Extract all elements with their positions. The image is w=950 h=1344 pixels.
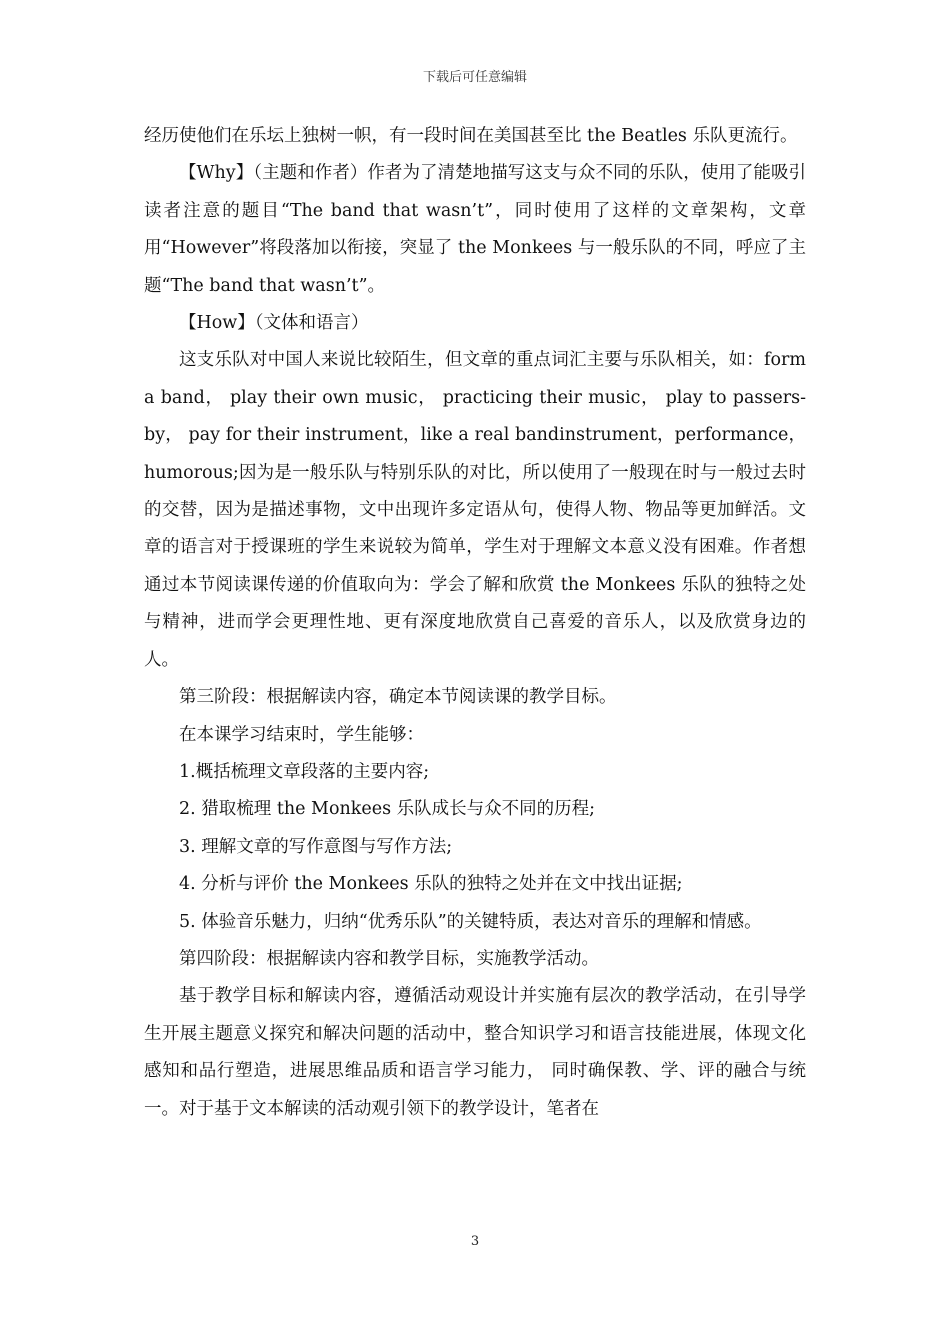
paragraph-stage-three: 第三阶段：根据解读内容，确定本节阅读课的教学目标。	[179, 687, 617, 708]
paragraph-how-heading: 【How】（文体和语言）	[179, 313, 369, 334]
document-body	[144, 118, 806, 1128]
paragraph-stage-four: 第四阶段：根据解读内容和教学目标，实施教学活动。	[179, 948, 599, 969]
paragraph-why: 【Why】（主题和作者）作者为了清楚地描写这支与众不同的乐队，使用了能吸引读者注意的题目“The band that wasn’t”，同时使用了这样的文章架构，文章用“However”将段落加以衔接，突显了 the Monkees 与一般乐队的不同，呼应了主题“The band that wasn’t”。	[144, 163, 806, 296]
page-number: 3	[470, 1234, 480, 1249]
paragraph-how-body: 这支乐队对中国人来说比较陌生，但文章的重点词汇主要与乐队相关，如：form a band， play their own music， practicing their music， play to passers-by， pay for their instrument，like a real bandinstrument，performance， humorous;因为是一般乐队与特别乐队的对比，所以使用了一般现在时与一般过去时的交替，因为是描述事物，文中出现许多定语从句，使得人物、物品等更加鲜活。文章的语言对于授课班的学生来说较为简单，学生对于理解文本意义没有困难。作者想通过本节阅读课传递的价值取向为：学会了解和欣赏 the Monkees 乐队的独特之处与精神，进而学会更理性地、更有深度地欣赏自己喜爱的音乐人，以及欣赏身边的人。	[144, 350, 806, 670]
paragraph-activities: 基于教学目标和解读内容，遵循活动观设计并实施有层次的教学活动，在引导学生开展主题意义探究和解决问题的活动中，整合知识学习和语言技能进展，体现文化感知和品行塑造，进展思维品质和语言学习能力， 同时确保教、学、评的融合与统一。对于基于文本解读的活动观引领下的教学设计，笔者在	[144, 986, 806, 1119]
paragraph-objectives-intro: 在本课学习结束时，学生能够：	[179, 724, 424, 745]
objective-item: 2. 猎取梳理 the Monkees 乐队成长与众不同的历程;	[179, 799, 596, 820]
objective-item: 4. 分析与评价 the Monkees 乐队的独特之处并在文中找出证据;	[179, 874, 683, 895]
objective-item: 5. 体验音乐魅力，归纳“优秀乐队”的关键特质，表达对音乐的理解和情感。	[179, 911, 762, 932]
paragraph-continuation: 经历使他们在乐坛上独树一帜，有一段时间在美国甚至比 the Beatles 乐队更流行。	[144, 126, 798, 146]
page-header: 下载后可任意编辑	[422, 70, 527, 85]
objective-item: 1.概括梳理文章段落的主要内容;	[179, 761, 430, 782]
objective-item: 3. 理解文章的写作意图与写作方法;	[179, 836, 453, 857]
